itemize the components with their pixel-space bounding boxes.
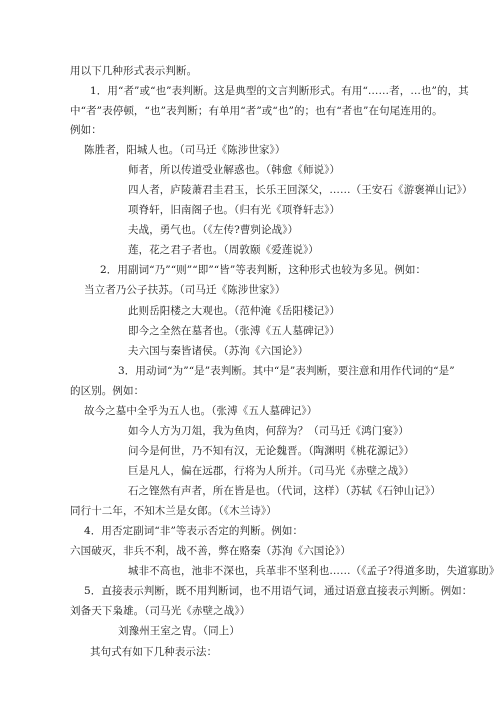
text-line: 即今之全然在墓者也。（张溥《五人墓碑记》）	[128, 325, 341, 337]
text-line: 四人者，庐陵萧君圭君玉，长乐王回深父，……（王安石《游褒禅山记》）	[128, 184, 473, 196]
text-line: 1．用“者”或“也”表判断。这是典型的文言判断形式。有用“……者，…也”的，其	[90, 85, 469, 97]
text-line: 问今是何世，乃不知有汉，无论魏晋。（陶渊明《桃花源记》）	[128, 445, 415, 457]
text-line: 中“者”表停顿，“也”表判断；有单用“者”或“也”的；也有“者也”在句尾连用的。	[70, 105, 443, 117]
text-line: 巨是凡人，偏在远郡，行将为人所并。（司马光《赤壁之战》）	[128, 465, 415, 477]
text-line: 此则岳阳楼之大观也。（范仲淹《岳阳楼记》）	[128, 305, 341, 317]
text-line: 故今之墓中全乎为五人也。（张溥《五人墓碑记》）	[84, 405, 318, 417]
text-line: 用以下几种形式表示判断。	[70, 65, 198, 77]
text-line: 2．用副词“乃”“则”“即”“皆”等表判断，这种形式也较为多见。例如：	[100, 264, 427, 276]
text-line: 5．直接表示判断，既不用判断词，也不用语气词，通过语意直接表示判断。例如：	[84, 585, 473, 597]
text-line: 夫战，勇气也。（《左传?曹刿论战》）	[128, 224, 299, 236]
text-line: 六国破灭，非兵不利，战不善，弊在赂秦（苏洵《六国论》）	[70, 545, 351, 557]
text-line: 城非不高也，池非不深也，兵革非不坚利也……（《孟子?得道多助，失道寡助》	[128, 565, 500, 577]
text-line: 的区别。例如：	[70, 385, 145, 397]
text-line: 如今人方为刀俎，我为鱼肉，何辞为？（司马迁《鸿门宴》）	[128, 425, 409, 437]
text-line: 师者，所以传道受业解惑也。（韩愈《师说》）	[128, 164, 341, 176]
text-line: 刘备天下枭雄。（司马光《赤壁之战》）	[70, 605, 251, 617]
text-line: 刘豫州王室之胄。（同上）	[118, 625, 240, 637]
text-line: 夫六国与秦皆诸侯。（苏洵《六国论》）	[128, 345, 309, 357]
text-line: 同行十二年，不知木兰是女郎。（《木兰诗》）	[70, 505, 277, 517]
text-line: 陈胜者，阳城人也。（司马迁《陈涉世家》）	[84, 144, 286, 156]
text-line: 其句式有如下几种表示法：	[90, 646, 218, 658]
text-line: 当立者乃公子扶苏。（司马迁《陈涉世家》）	[84, 284, 286, 296]
text-line: 3．用动词“为”“是”表判断。其中“是”表判断，要注意和用作代词的“是”	[118, 365, 455, 377]
text-line: 莲，花之君子者也。（周敦颐《爱莲说》）	[128, 244, 319, 256]
text-line: 项脊轩，旧南阁子也。（归有光《项脊轩志》）	[128, 204, 341, 216]
text-line: 石之铿然有声者，所在皆是也。（代词，这样）（苏轼《石钟山记》）	[128, 485, 441, 497]
text-line: 例如：	[70, 124, 102, 136]
text-line: 4．用否定副词“非”等表示否定的判断。例如：	[84, 525, 304, 537]
